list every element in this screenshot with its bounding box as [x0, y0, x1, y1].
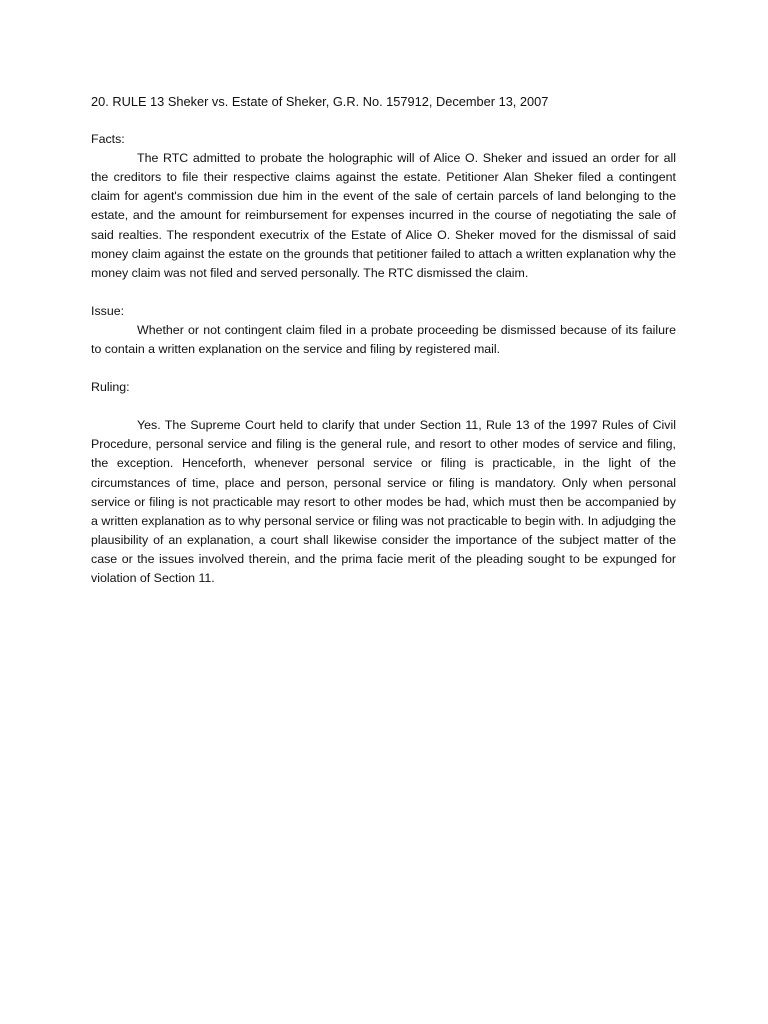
ruling-paragraph: Yes. The Supreme Court held to clarify that under Section 11, Rule 13 of the 1997 Rules of Civil Procedure, personal service and filing is the general rule, and resort to other modes of service and filing, the exception. Henceforth, whenever personal service or filing is practicable, in the light of the circumstances of time, place and person, personal service or filing is mandatory. Only when personal service or filing is not practicable may resort to other modes be had, which must then be accompanied by a written explanation as to why personal service or filing was not practicable to begin with. In adjudging the plausibility of an explanation, a court shall likewise consider the importance of the subject matter of the case or the issues involved therein, and the prima facie merit of the pleading sought to be expunged for violation of Section 11.	[91, 418, 676, 585]
ruling-heading: Ruling:	[91, 380, 130, 395]
issue-heading: Issue:	[91, 303, 125, 318]
document-page	[91, 92, 676, 588]
spacer	[91, 111, 676, 130]
case-title: 20. RULE 13 Sheker vs. Estate of Sheker, G.R. No. 157912, December 13, 2007	[91, 94, 549, 109]
facts-paragraph: The RTC admitted to probate the holographic will of Alice O. Sheker and issued an order for all the creditors to file their respective claims against the estate. Petitioner Alan Sheker filed a contingent claim for agent's commission due him in the event of the sale of certain parcels of land belonging to the estate, and the amount for reimbursement for expenses incurred in the course of negotiating the sale of said realties. The respondent executrix of the Estate of Alice O. Sheker moved for the dismissal of said money claim against the estate on the grounds that petitioner failed to attach a written explanation why the money claim was not filed and served personally. The RTC dismissed the claim.	[91, 151, 676, 280]
issue-paragraph: Whether or not contingent claim filed in a probate proceeding be dismissed because of its failure to contain a written explanation on the service and filing by registered mail.	[91, 322, 676, 357]
spacer	[91, 359, 676, 378]
spacer	[91, 397, 676, 416]
spacer	[91, 283, 676, 302]
facts-heading: Facts:	[91, 132, 125, 147]
